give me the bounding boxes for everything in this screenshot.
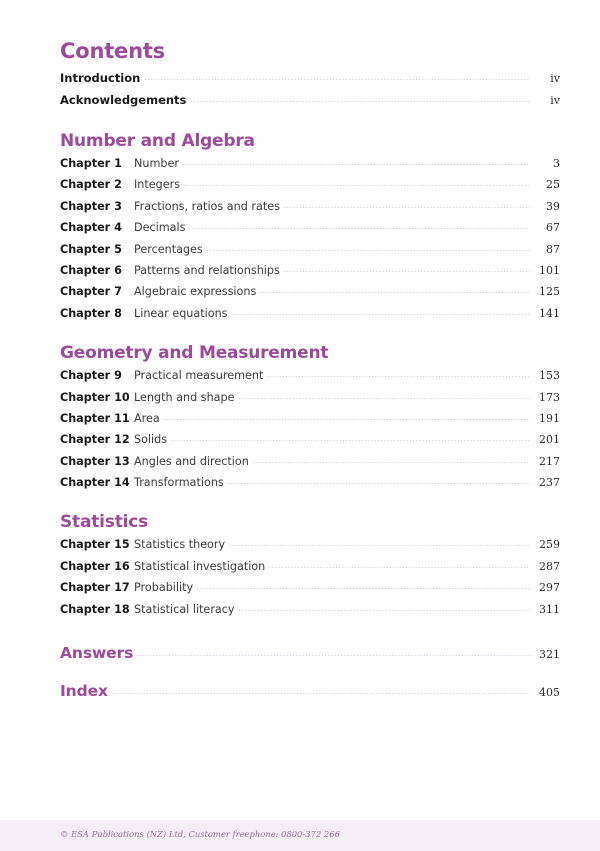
backmatter-page-number: 405 — [539, 686, 560, 700]
chapter-label: Chapter 1 — [60, 157, 122, 170]
chapter-label: Chapter 14 — [60, 476, 130, 490]
toc-section — [60, 130, 560, 326]
dot-leader — [229, 536, 530, 548]
dot-leader — [164, 410, 530, 422]
dot-leader — [260, 283, 530, 295]
chapter-label: Chapter 9 — [60, 369, 122, 383]
footer-band — [0, 820, 600, 851]
chapter-row — [60, 198, 560, 219]
chapter-label: Chapter 3 — [60, 199, 122, 213]
dot-leader — [228, 474, 530, 486]
page-title: Contents — [60, 39, 165, 63]
chapter-label: Chapter 11 — [60, 411, 130, 425]
chapter-label: Chapter 18 — [60, 602, 130, 616]
chapter-title: Statistical investigation — [134, 559, 266, 573]
chapter-title: Fractions, ratios and rates — [134, 199, 280, 213]
chapter-label: Chapter 10 — [60, 390, 130, 404]
chapter-page-number: 311 — [539, 602, 560, 616]
toc-section — [60, 511, 560, 622]
dot-leader — [207, 241, 530, 253]
dot-leader — [284, 262, 530, 274]
dot-leader — [269, 558, 530, 570]
frontmatter-page-number: iv — [550, 72, 560, 85]
frontmatter-page-number: iv — [550, 94, 560, 107]
chapter-page-number: 191 — [539, 411, 560, 425]
chapter-row — [60, 219, 560, 240]
chapter-label: Chapter 7 — [60, 285, 122, 299]
chapter-page-number: 141 — [539, 306, 560, 320]
backmatter-label: Index — [60, 682, 108, 701]
chapter-title: Algebraic expressions — [134, 285, 257, 299]
chapter-title: Linear equations — [134, 306, 228, 320]
backmatter-row — [60, 682, 560, 720]
frontmatter-list — [60, 70, 560, 114]
backmatter-list — [60, 644, 560, 720]
chapter-page-number: 201 — [539, 433, 560, 447]
chapter-label: Chapter 2 — [60, 178, 122, 192]
section-heading: Geometry and Measurement — [60, 343, 329, 364]
chapter-title: Solids — [134, 433, 168, 447]
chapter-page-number: 39 — [546, 199, 560, 213]
frontmatter-label: Introduction — [60, 71, 141, 85]
chapter-title: Integers — [134, 178, 181, 192]
chapter-page-number: 287 — [539, 559, 560, 573]
chapter-page-number: 217 — [539, 454, 560, 468]
chapter-page-number: 173 — [539, 390, 560, 404]
frontmatter-label: Acknowledgements — [60, 93, 187, 107]
copyright-notice: © ESA Publications (NZ) Ltd, Customer freephone: 0800-372 266 — [60, 829, 340, 839]
dot-leader — [184, 176, 530, 188]
chapter-row — [60, 601, 560, 622]
chapter-page-number: 67 — [546, 221, 560, 235]
dot-leader — [137, 646, 530, 658]
dot-leader — [239, 601, 530, 613]
dot-leader — [171, 431, 530, 443]
section-heading: Statistics — [60, 512, 149, 533]
chapter-title: Angles and direction — [134, 454, 249, 468]
chapter-row — [60, 176, 560, 197]
chapter-label: Chapter 5 — [60, 242, 122, 256]
backmatter-page-number: 321 — [539, 648, 560, 662]
chapter-row — [60, 367, 560, 388]
chapter-row — [60, 305, 560, 326]
chapter-row — [60, 389, 560, 410]
chapter-page-number: 101 — [539, 263, 560, 277]
chapter-title: Practical measurement — [134, 369, 264, 383]
chapter-page-number: 87 — [546, 242, 560, 256]
frontmatter-row — [60, 70, 560, 92]
chapter-title: Statistics theory — [134, 538, 226, 552]
chapter-row — [60, 155, 560, 176]
dot-leader — [253, 453, 530, 465]
chapter-title: Statistical literacy — [134, 602, 235, 616]
chapter-title: Probability — [134, 581, 194, 595]
chapter-label: Chapter 16 — [60, 559, 130, 573]
chapter-label: Chapter 8 — [60, 306, 122, 320]
chapter-title: Decimals — [134, 221, 186, 235]
dot-leader — [189, 219, 530, 231]
chapter-page-number: 153 — [539, 369, 560, 383]
chapter-page-number: 3 — [553, 157, 560, 170]
chapter-title: Area — [134, 411, 160, 425]
dot-leader — [284, 198, 530, 210]
chapter-page-number: 25 — [546, 178, 560, 192]
chapter-label: Chapter 6 — [60, 263, 122, 277]
chapter-row — [60, 241, 560, 262]
sections-list — [60, 130, 560, 622]
chapter-label: Chapter 17 — [60, 581, 130, 595]
dot-leader — [267, 367, 530, 379]
chapter-row — [60, 536, 560, 557]
chapter-label: Chapter 12 — [60, 433, 130, 447]
dot-leader — [232, 305, 530, 317]
dot-leader — [197, 579, 530, 591]
chapter-row — [60, 579, 560, 600]
chapter-row — [60, 453, 560, 474]
chapter-row — [60, 262, 560, 283]
chapter-title: Length and shape — [134, 390, 235, 404]
section-heading: Number and Algebra — [60, 131, 255, 151]
chapter-row — [60, 431, 560, 452]
chapter-label: Chapter 4 — [60, 221, 122, 235]
chapter-title: Percentages — [134, 242, 203, 256]
chapter-title: Number — [134, 157, 179, 170]
chapter-row — [60, 283, 560, 304]
chapter-page-number: 237 — [539, 476, 560, 490]
chapter-row — [60, 474, 560, 495]
chapter-row — [60, 410, 560, 431]
chapter-page-number: 125 — [539, 285, 560, 299]
chapter-label: Chapter 15 — [60, 538, 130, 552]
backmatter-label: Answers — [60, 644, 134, 663]
chapter-page-number: 259 — [539, 538, 560, 552]
dot-leader — [183, 155, 530, 167]
dot-leader — [239, 389, 530, 401]
frontmatter-row — [60, 92, 560, 114]
chapter-label: Chapter 13 — [60, 454, 130, 468]
toc-section — [60, 342, 560, 495]
dot-leader — [191, 92, 530, 104]
chapter-title: Patterns and relationships — [134, 263, 280, 277]
chapter-page-number: 297 — [539, 581, 560, 595]
dot-leader — [145, 70, 530, 82]
toc-content — [60, 38, 560, 720]
dot-leader — [112, 684, 530, 696]
chapter-row — [60, 558, 560, 579]
chapter-title: Transformations — [134, 476, 224, 490]
backmatter-row — [60, 644, 560, 682]
